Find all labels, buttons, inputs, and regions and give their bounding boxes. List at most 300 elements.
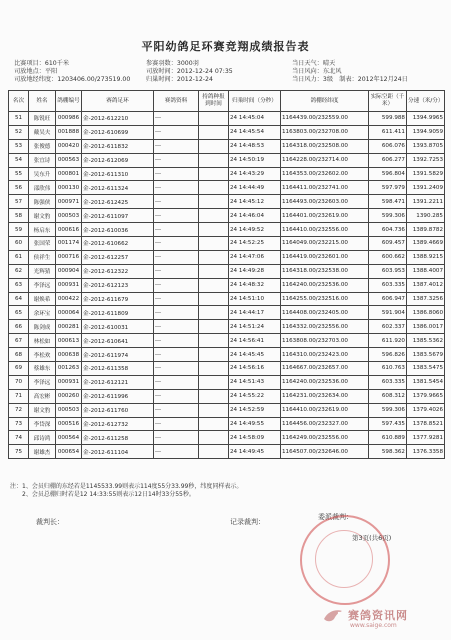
coordinates-cell: 1164456.00/232327.00: [281, 417, 369, 431]
results-table: [8, 90, 445, 459]
arrival-time-cell: 24 14:51:10: [229, 292, 281, 306]
pigeon-info-cell: ---: [154, 362, 199, 376]
race-info-left: [14, 60, 130, 84]
speed-cell: 1383.5475: [407, 362, 445, 376]
speed-cell: 1381.5454: [407, 375, 445, 389]
arrival-time-cell: 24 14:56:41: [229, 334, 281, 348]
table-row: [9, 139, 445, 153]
wind-and-date: [292, 76, 408, 84]
table-row: [9, 306, 445, 320]
ring-number-cell: 金-2012-612257: [82, 250, 154, 264]
rank-cell: 54: [9, 153, 29, 167]
speed-cell: 1394.9059: [407, 125, 445, 139]
distance-cell: 598.471: [369, 195, 407, 209]
supervisor-signature-label: 委派裁判：: [318, 513, 353, 521]
name-cell: 高宏彬: [29, 389, 56, 403]
rank-cell: 59: [9, 223, 29, 237]
distance-cell: 611.411: [369, 125, 407, 139]
footnote-1: 注：1、会员归棚的东经若是1145533.99则表示114度55分33.99秒，纬度同样表示。: [10, 483, 243, 490]
loft-number-cell: 000064: [56, 306, 82, 320]
loft-number-cell: 000130: [56, 181, 82, 195]
name-cell: 谢文豹: [29, 209, 56, 223]
distance-cell: 597.435: [369, 417, 407, 431]
distance-cell: 609.457: [369, 237, 407, 251]
ring-number-cell: 金-2012-611996: [82, 389, 154, 403]
rank-cell: 57: [9, 195, 29, 209]
pigeon-info-cell: ---: [154, 195, 199, 209]
loft-number-cell: 000422: [56, 292, 82, 306]
wind-direction: 当日风向：东北风: [292, 68, 342, 75]
rank-cell: 58: [9, 209, 29, 223]
ring-number-cell: 金-2012-612123: [82, 278, 154, 292]
coordinates-cell: 1164332.00/232556.00: [281, 320, 369, 334]
rank-cell: 64: [9, 292, 29, 306]
coordinates-cell: 1164401.00/232619.00: [281, 209, 369, 223]
loft-number-cell: 000716: [56, 250, 82, 264]
arrival-time-cell: 24 14:45:45: [229, 348, 281, 362]
column-header: 赛鸽足环: [82, 91, 154, 112]
name-cell: 张宜诗: [29, 153, 56, 167]
column-header: 赛鸽资料: [154, 91, 199, 112]
race-info-middle: [146, 60, 233, 84]
ring-number-cell: 金-2012-611258: [82, 431, 154, 445]
distance-cell: 596.804: [369, 167, 407, 181]
name-cell: 邱诗鸿: [29, 431, 56, 445]
loft-number-cell: 000616: [56, 223, 82, 237]
loft-number-cell: 000503: [56, 209, 82, 223]
loft-number-cell: 001174: [56, 237, 82, 251]
loft-number-cell: 000654: [56, 445, 82, 459]
pigeon-info-cell: ---: [154, 403, 199, 417]
table-row: [9, 389, 445, 403]
table-row: [9, 125, 445, 139]
speed-cell: 1377.9281: [407, 431, 445, 445]
arrival-time-cell: 24 14:52:59: [229, 403, 281, 417]
sign-in-time-cell: [199, 125, 229, 139]
coordinates-cell: 1164318.00/232508.00: [281, 139, 369, 153]
speed-cell: 1389.4669: [407, 237, 445, 251]
coordinates-cell: 1164318.00/232538.00: [281, 264, 369, 278]
table-row: [9, 181, 445, 195]
rank-cell: 62: [9, 264, 29, 278]
coordinates-cell: 1164249.00/232556.00: [281, 431, 369, 445]
speed-cell: 1386.8060: [407, 306, 445, 320]
name-cell: 谢焕希: [29, 292, 56, 306]
rank-cell: 52: [9, 125, 29, 139]
rank-cell: 71: [9, 389, 29, 403]
arrival-time-cell: 24 14:48:53: [229, 139, 281, 153]
table-row: [9, 112, 445, 126]
coordinates-cell: 1164507.00/232646.00: [281, 445, 369, 459]
sign-in-time-cell: [199, 306, 229, 320]
speed-cell: 1388.4007: [407, 264, 445, 278]
column-header: 姓名: [29, 91, 56, 112]
rank-cell: 60: [9, 237, 29, 251]
pigeon-info-cell: ---: [154, 348, 199, 362]
distance-cell: 599.306: [369, 403, 407, 417]
sign-in-time-cell: [199, 264, 229, 278]
distance-cell: 602.337: [369, 320, 407, 334]
distance-cell: 603.335: [369, 278, 407, 292]
pigeon-info-cell: ---: [154, 278, 199, 292]
sign-in-time-cell: [199, 250, 229, 264]
entry-count: 参赛羽数：3000羽: [146, 60, 199, 67]
pigeon-info-cell: ---: [154, 445, 199, 459]
coordinates-cell: 1163808.00/232703.00: [281, 334, 369, 348]
arrival-time-cell: 24 14:50:19: [229, 153, 281, 167]
watermark-site-name: 赛鸽资讯网: [348, 609, 408, 622]
speed-cell: 1383.5679: [407, 348, 445, 362]
ring-number-cell: 金-2012-612210: [82, 112, 154, 126]
footnotes: [10, 483, 242, 499]
ring-number-cell: 金-2012-611974: [82, 348, 154, 362]
speed-cell: 1387.4012: [407, 278, 445, 292]
coordinates-cell: 1164231.00/232634.00: [281, 389, 369, 403]
name-cell: 林松如: [29, 334, 56, 348]
speed-cell: 1389.8782: [407, 223, 445, 237]
pigeon-info-cell: ---: [154, 223, 199, 237]
ring-number-cell: 金-2012-610031: [82, 320, 154, 334]
watermark-url: www.saige.com: [350, 622, 397, 629]
sign-in-time-cell: [199, 417, 229, 431]
column-header: 持鸽种报到时间: [199, 91, 229, 112]
table-header-row: [9, 91, 445, 112]
pigeon-info-cell: ---: [154, 112, 199, 126]
speed-cell: 1394.9965: [407, 112, 445, 126]
arrival-time-cell: 24 14:55:22: [229, 389, 281, 403]
ring-number-cell: 金-2012-612732: [82, 417, 154, 431]
table-row: [9, 167, 445, 181]
coordinates-cell: 1164240.00/232536.00: [281, 375, 369, 389]
print-date: 制表：2012年12月24日: [339, 76, 408, 83]
distance-cell: 597.979: [369, 181, 407, 195]
release-time: 司放时间：2012-12-24 07:35: [146, 68, 233, 75]
pigeon-info-cell: ---: [154, 389, 199, 403]
name-cell: 吴东升: [29, 167, 56, 181]
name-cell: 陈强侠: [29, 195, 56, 209]
speed-cell: 1393.8705: [407, 139, 445, 153]
recorder-signature-label: 记录裁判：: [230, 518, 265, 526]
arrival-time-cell: 24 14:51:24: [229, 320, 281, 334]
coordinates-cell: 1164667.00/232657.00: [281, 362, 369, 376]
sign-in-time-cell: [199, 389, 229, 403]
name-cell: 杨启东: [29, 223, 56, 237]
ring-number-cell: 金-2012-612121: [82, 375, 154, 389]
name-cell: 陈锐旺: [29, 112, 56, 126]
name-cell: 余环宝: [29, 306, 56, 320]
speed-cell: 1387.3256: [407, 292, 445, 306]
arrival-time-cell: 24 14:48:32: [229, 278, 281, 292]
loft-number-cell: 001888: [56, 125, 82, 139]
loft-number-cell: 000281: [56, 320, 82, 334]
sign-in-time-cell: [199, 445, 229, 459]
name-cell: 谢文豹: [29, 403, 56, 417]
ring-number-cell: 金-2012-610641: [82, 334, 154, 348]
table-row: [9, 320, 445, 334]
speed-cell: 1388.9215: [407, 250, 445, 264]
sign-in-time-cell: [199, 431, 229, 445]
loft-number-cell: 000971: [56, 195, 82, 209]
rank-cell: 56: [9, 181, 29, 195]
ring-number-cell: 金-2012-610699: [82, 125, 154, 139]
column-header: 鸽棚编号: [56, 91, 82, 112]
distance-cell: 603.335: [369, 375, 407, 389]
name-cell: 邵欣伟: [29, 181, 56, 195]
column-header: 分速（米/分）: [407, 91, 445, 112]
return-date: 归巢时间：2012-12-24: [146, 76, 213, 83]
report-title: 平阳幼鸽足环赛竞翔成绩报告表: [141, 40, 310, 53]
pigeon-info-cell: ---: [154, 431, 199, 445]
loft-number-cell: 000516: [56, 417, 82, 431]
speed-cell: 1391.2409: [407, 181, 445, 195]
arrival-time-cell: 24 14:46:04: [229, 209, 281, 223]
loft-number-cell: 000931: [56, 278, 82, 292]
table-row: [9, 209, 445, 223]
sign-in-time-cell: [199, 320, 229, 334]
ring-number-cell: 金-2012-611104: [82, 445, 154, 459]
arrival-time-cell: 24 14:58:09: [229, 431, 281, 445]
pigeon-info-cell: ---: [154, 417, 199, 431]
sign-in-time-cell: [199, 334, 229, 348]
speed-cell: 1376.3358: [407, 445, 445, 459]
table-row: [9, 153, 445, 167]
column-header: 名次: [9, 91, 29, 112]
pigeon-info-cell: ---: [154, 237, 199, 251]
loft-number-cell: 000986: [56, 112, 82, 126]
name-cell: 李泽远: [29, 375, 56, 389]
arrival-time-cell: 24 14:52:25: [229, 237, 281, 251]
distance-cell: 603.953: [369, 264, 407, 278]
coordinates-cell: 1164255.00/232516.00: [281, 292, 369, 306]
loft-number-cell: 000563: [56, 153, 82, 167]
rank-cell: 74: [9, 431, 29, 445]
pigeon-info-cell: ---: [154, 264, 199, 278]
arrival-time-cell: 24 14:44:49: [229, 181, 281, 195]
pigeon-info-cell: ---: [154, 375, 199, 389]
pigeon-info-cell: ---: [154, 153, 199, 167]
ring-number-cell: 金-2012-611760: [82, 403, 154, 417]
speed-cell: 1379.4026: [407, 403, 445, 417]
pigeon-info-cell: ---: [154, 320, 199, 334]
distance-cell: 610.889: [369, 431, 407, 445]
table-row: [9, 403, 445, 417]
name-cell: 谢雄杰: [29, 445, 56, 459]
race-item: 比赛项目：610千米: [14, 60, 70, 67]
sign-in-time-cell: [199, 375, 229, 389]
rank-cell: 63: [9, 278, 29, 292]
table-row: [9, 362, 445, 376]
rank-cell: 67: [9, 334, 29, 348]
distance-cell: 599.988: [369, 112, 407, 126]
pigeon-info-cell: ---: [154, 167, 199, 181]
ring-number-cell: 金-2012-611679: [82, 292, 154, 306]
ring-number-cell: 金-2012-612425: [82, 195, 154, 209]
pigeon-info-cell: ---: [154, 125, 199, 139]
race-info-right: [292, 60, 408, 84]
ring-number-cell: 金-2012-610036: [82, 223, 154, 237]
loft-number-cell: 000801: [56, 167, 82, 181]
arrival-time-cell: 24 14:44:17: [229, 306, 281, 320]
table-row: [9, 417, 445, 431]
name-cell: 李松欢: [29, 348, 56, 362]
table-row: [9, 237, 445, 251]
column-header: 实际空距（千米）: [369, 91, 407, 112]
rank-cell: 69: [9, 362, 29, 376]
rank-cell: 68: [9, 348, 29, 362]
name-cell: 蔡雄东: [29, 362, 56, 376]
sign-in-time-cell: [199, 195, 229, 209]
coordinates-cell: 1163803.00/232708.00: [281, 125, 369, 139]
sign-in-time-cell: [199, 167, 229, 181]
distance-cell: 606.277: [369, 153, 407, 167]
sign-in-time-cell: [199, 112, 229, 126]
loft-number-cell: 000638: [56, 348, 82, 362]
distance-cell: 599.306: [369, 209, 407, 223]
table-row: [9, 348, 445, 362]
weather: 当日天气：晴天: [292, 60, 336, 67]
distance-cell: 600.662: [369, 250, 407, 264]
ring-number-cell: 金-2012-611097: [82, 209, 154, 223]
distance-cell: 611.920: [369, 334, 407, 348]
distance-cell: 591.904: [369, 306, 407, 320]
sign-in-time-cell: [199, 292, 229, 306]
rank-cell: 66: [9, 320, 29, 334]
name-cell: 光辉猜: [29, 264, 56, 278]
speed-cell: 1392.7253: [407, 153, 445, 167]
ring-number-cell: 金-2012-611310: [82, 167, 154, 181]
arrival-time-cell: 24 14:51:43: [229, 375, 281, 389]
name-cell: 戴吴夫: [29, 125, 56, 139]
name-cell: 张国荣: [29, 237, 56, 251]
pigeon-info-cell: ---: [154, 209, 199, 223]
table-row: [9, 431, 445, 445]
rank-cell: 72: [9, 403, 29, 417]
name-cell: 陈剑成: [29, 320, 56, 334]
race-location: 司放地点：平阳: [14, 68, 58, 75]
loft-number-cell: 000613: [56, 334, 82, 348]
pigeon-info-cell: ---: [154, 334, 199, 348]
name-cell: 李岱深: [29, 417, 56, 431]
sign-in-time-cell: [199, 181, 229, 195]
distance-cell: 606.076: [369, 139, 407, 153]
speed-cell: 1391.5829: [407, 167, 445, 181]
loft-number-cell: 000260: [56, 389, 82, 403]
column-header: 鸽棚经纬度: [281, 91, 369, 112]
page-number: 第3页(共6页): [352, 534, 392, 542]
table-row: [9, 278, 445, 292]
pigeon-info-cell: ---: [154, 292, 199, 306]
coordinates-cell: 1164410.00/232619.00: [281, 403, 369, 417]
sign-in-time-cell: [199, 139, 229, 153]
ring-number-cell: 金-2012-612069: [82, 153, 154, 167]
coordinates-cell: 1164493.00/232603.00: [281, 195, 369, 209]
distance-cell: 606.947: [369, 292, 407, 306]
speed-cell: 1386.0017: [407, 320, 445, 334]
table-row: [9, 445, 445, 459]
coordinates-cell: 1164228.00/232714.00: [281, 153, 369, 167]
distance-cell: 598.362: [369, 445, 407, 459]
pigeon-info-cell: ---: [154, 181, 199, 195]
sign-in-time-cell: [199, 237, 229, 251]
distance-cell: 604.736: [369, 223, 407, 237]
rank-cell: 55: [9, 167, 29, 181]
name-cell: 李泽远: [29, 278, 56, 292]
table-row: [9, 195, 445, 209]
rank-cell: 61: [9, 250, 29, 264]
rank-cell: 65: [9, 306, 29, 320]
sign-in-time-cell: [199, 153, 229, 167]
ring-number-cell: 金-2012-610662: [82, 237, 154, 251]
speed-cell: 1390.285: [407, 209, 445, 223]
coordinates-cell: 1164049.00/232215.00: [281, 237, 369, 251]
arrival-time-cell: 24 14:49:45: [229, 445, 281, 459]
pigeon-logo-icon: [322, 605, 344, 627]
column-header: 归巢时间（分秒）: [229, 91, 281, 112]
arrival-time-cell: 24 14:49:55: [229, 417, 281, 431]
table-row: [9, 250, 445, 264]
arrival-time-cell: 24 14:49:52: [229, 223, 281, 237]
release-coordinates: 司放地经纬度：1203406.00/273519.00: [14, 76, 131, 83]
table-row: [9, 334, 445, 348]
table-row: [9, 375, 445, 389]
pigeon-info-cell: ---: [154, 139, 199, 153]
loft-number-cell: 000931: [56, 375, 82, 389]
name-cell: 侯祥生: [29, 250, 56, 264]
ring-number-cell: 金-2012-611832: [82, 139, 154, 153]
arrival-time-cell: 24 14:47:06: [229, 250, 281, 264]
ring-number-cell: 金-2012-612322: [82, 264, 154, 278]
coordinates-cell: 1164353.00/232602.00: [281, 167, 369, 181]
footnote-2: 2、会员总棚归时若是12 14:33:55则表示12日14时33分55秒。: [10, 491, 195, 498]
table-body: [9, 112, 445, 459]
ring-number-cell: 金-2012-611324: [82, 181, 154, 195]
coordinates-cell: 1164310.00/232423.00: [281, 348, 369, 362]
distance-cell: 610.763: [369, 362, 407, 376]
loft-number-cell: 000904: [56, 264, 82, 278]
table-row: [9, 292, 445, 306]
arrival-time-cell: 24 14:43:29: [229, 167, 281, 181]
rank-cell: 53: [9, 139, 29, 153]
rank-cell: 70: [9, 375, 29, 389]
coordinates-cell: 1164419.00/232601.00: [281, 250, 369, 264]
distance-cell: 608.312: [369, 389, 407, 403]
rank-cell: 51: [9, 112, 29, 126]
coordinates-cell: 1164240.00/232536.00: [281, 278, 369, 292]
loft-number-cell: 000420: [56, 139, 82, 153]
sign-in-time-cell: [199, 348, 229, 362]
speed-cell: 1379.9665: [407, 389, 445, 403]
sign-in-time-cell: [199, 278, 229, 292]
referee-signature-label: 裁判长：: [36, 518, 64, 526]
loft-number-cell: 001263: [56, 362, 82, 376]
arrival-time-cell: 24 14:45:12: [229, 195, 281, 209]
arrival-time-cell: 24 14:56:16: [229, 362, 281, 376]
pigeon-info-cell: ---: [154, 250, 199, 264]
speed-cell: 1391.2211: [407, 195, 445, 209]
rank-cell: 73: [9, 417, 29, 431]
rank-cell: 75: [9, 445, 29, 459]
coordinates-cell: 1164411.00/232741.00: [281, 181, 369, 195]
distance-cell: 596.826: [369, 348, 407, 362]
table-row: [9, 223, 445, 237]
loft-number-cell: 000564: [56, 431, 82, 445]
loft-number-cell: 000503: [56, 403, 82, 417]
ring-number-cell: 金-2012-611358: [82, 362, 154, 376]
pigeon-info-cell: ---: [154, 306, 199, 320]
sign-in-time-cell: [199, 209, 229, 223]
speed-cell: 1385.5362: [407, 334, 445, 348]
speed-cell: 1378.8521: [407, 417, 445, 431]
